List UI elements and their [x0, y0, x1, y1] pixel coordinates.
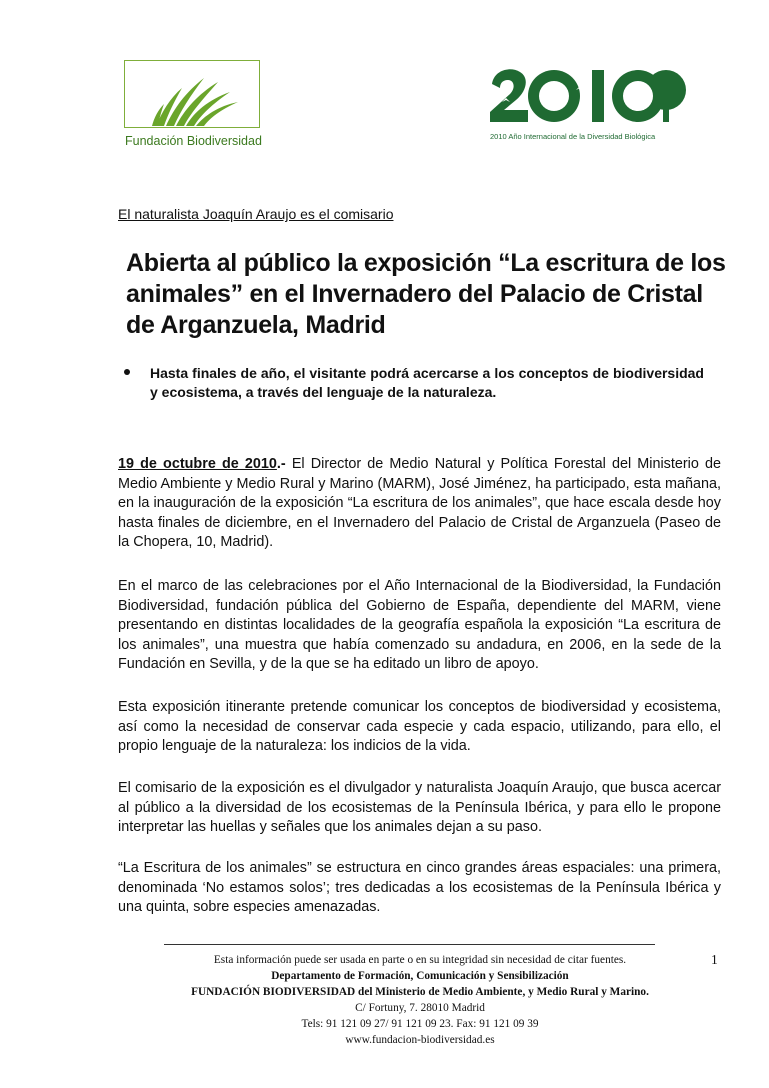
page-number: 1 — [711, 952, 718, 967]
footer-divider — [164, 944, 655, 945]
date: 19 de octubre de 2010 — [118, 456, 277, 472]
iyb-2010-logo — [488, 64, 688, 148]
footer — [150, 952, 690, 1048]
body-paragraph-4 — [118, 779, 721, 838]
footer-address: C/ Fortuny, 7. 28010 Madrid — [355, 1002, 485, 1014]
body-paragraph-1 — [118, 455, 721, 553]
footer-website: www.fundacion-biodiversidad.es — [345, 1034, 495, 1046]
year-2010-icon — [488, 64, 688, 130]
page-title: Abierta al público la exposición “La escritura de los animales” en el Invernadero del Palacio de Cristal de Arganzuela, Madrid — [126, 249, 726, 339]
paragraph-text: El Director de Medio Natural y Política Forestal del Ministerio de Medio Ambiente y Medio Rural y Marino (MARM), José Jiménez, ha participado, esta mañana, en la inauguración de la exposición “La escritura de los animales”, que hace escala desde hoy hasta finales de diciembre, en el Invernadero del Palacio de Cristal de Arganzuela (Paseo de la Chopera, 10, Madrid). — [118, 456, 721, 550]
paragraph-text: Esta exposición itinerante pretende comunicar los conceptos de biodiversidad y ecosistema, así como la necesidad de conservar cada especie y cada espacio, utilizando, para ello, el propio lenguaje de la naturaleza: los indicios de la vida. — [118, 699, 721, 754]
fundacion-biodiversidad-logo — [124, 60, 260, 152]
body-paragraph-5 — [118, 859, 721, 918]
body-paragraph-2 — [118, 577, 721, 675]
grass-icon — [152, 72, 242, 126]
iyb-caption: 2010 Año Internacional de la Diversidad Biológica — [490, 132, 656, 141]
body-paragraph-3 — [118, 698, 721, 757]
footer-phones: Tels: 91 121 09 27/ 91 121 09 23. Fax: 91 121 09 39 — [301, 1018, 539, 1030]
bullet-icon — [124, 369, 130, 375]
summary-bullet — [124, 364, 704, 402]
paragraph-text: “La Escritura de los animales” se estructura en cinco grandes áreas espaciales: una primera, denominada ‘No estamos solos’; tres dedicadas a los ecosistemas de la Península Ibérica y una quinta, sobre especies amenazadas. — [118, 860, 721, 915]
bullet-text: Hasta finales de año, el visitante podrá acercarse a los conceptos de biodiversidad y ecosistema, a través del lenguaje de la naturaleza. — [150, 365, 704, 400]
footer-usage-note: Esta información puede ser usada en parte o en su integridad sin necesidad de citar fuentes. — [213, 954, 627, 966]
paragraph-text: En el marco de las celebraciones por el Año Internacional de la Biodiversidad, la Fundación Biodiversidad, fundación pública del Gobierno de España, dependiente del MARM, viene presentando en distintas localidades de la geografía española la exposición “La escritura de los animales”, una muestra que había comenzado su andadura, en 2006, en la sede de la Fundación en Sevilla, y de la que se ha editado un libro de apoyo. — [118, 578, 721, 672]
paragraph-text: El comisario de la exposición es el divulgador y naturalista Joaquín Araujo, que busca acercar al público a la diversidad de los ecosistemas de la Península Ibérica, y para ello le propone interpretar las huellas y señales que los animales dejan a su paso. — [118, 780, 721, 835]
logo-name: Fundación Biodiversidad — [125, 134, 262, 148]
date-separator: .- — [276, 456, 286, 472]
kicker: El naturalista Joaquín Araujo es el comisario — [118, 206, 394, 222]
footer-organization: FUNDACIÓN BIODIVERSIDAD del Ministerio de Medio Ambiente, y Medio Rural y Marino. — [191, 986, 649, 998]
footer-department: Departamento de Formación, Comunicación y Sensibilización — [271, 970, 569, 982]
